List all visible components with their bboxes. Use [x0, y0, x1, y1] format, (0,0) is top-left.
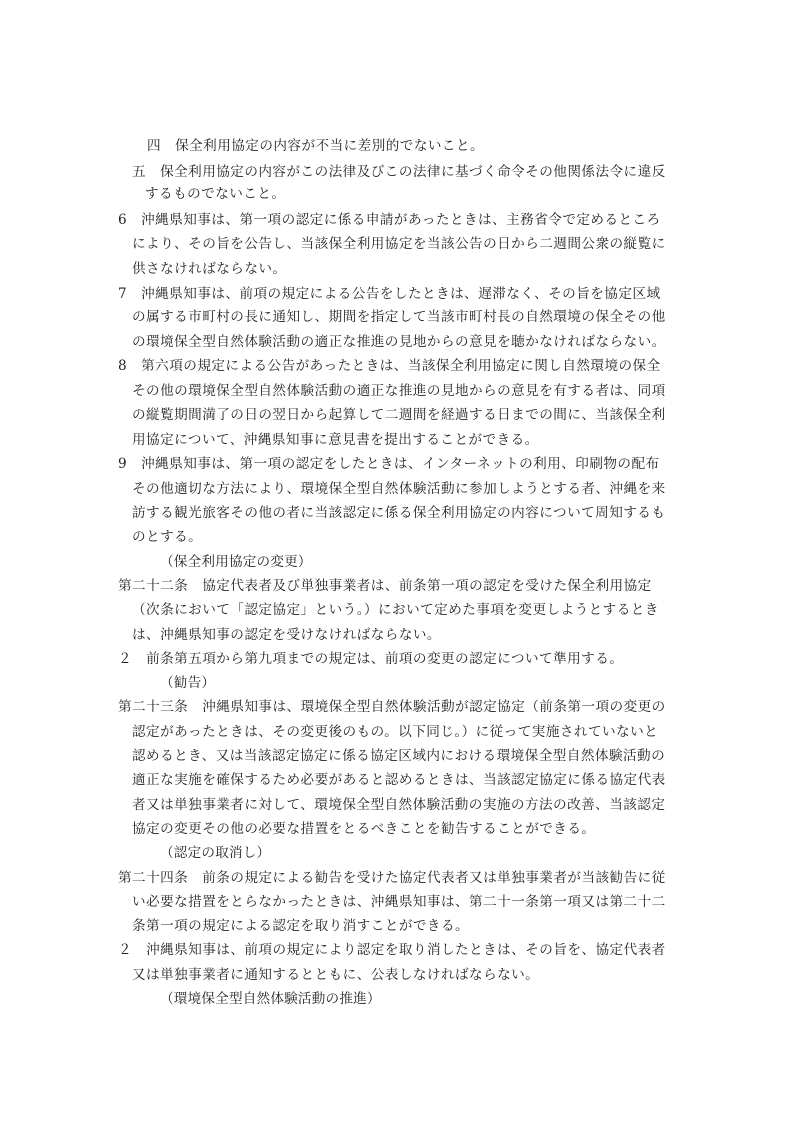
- article-22-line-3: は、沖縄県知事の認定を受けなければならない。: [132, 627, 441, 643]
- section-heading-recommendation: （勧告）: [160, 675, 216, 691]
- article-22-line-1: 第二十二条 協定代表者及び単独事業者は、前条第一項の認定を受けた保全利用協定: [118, 578, 652, 594]
- article-22-para-2: ２ 前条第五項から第九項までの規定は、前項の変更の認定について準用する。: [118, 651, 624, 667]
- para-9-line-3: 訪する観光旅客その他の者に当該認定に係る保全利用協定の内容について周知するも: [132, 505, 666, 521]
- para-9-line-1: 9 沖縄県知事は、第一項の認定をしたときは、インターネットの利用、印刷物の配布: [118, 456, 660, 472]
- para-8-line-3: の縦覧期間満了の日の翌日から起算して二週間を経過する日までの間に、当該保全利: [132, 407, 666, 423]
- para-9-line-2: その他適切な方法により、環境保全型自然体験活動に参加しようとする者、沖縄を来: [132, 481, 666, 497]
- para-6-line-1: 6 沖縄県知事は、第一項の認定に係る申請があったときは、主務省令で定めるところ: [118, 212, 661, 228]
- article-23-line-2: 認定があったときは、その変更後のもの。以下同じ。）に従って実施されていないと: [132, 724, 659, 740]
- para-6-line-3: 供さなければならない。: [132, 261, 287, 277]
- para-7-line-1: 7 沖縄県知事は、前項の規定による公告をしたときは、遅滞なく、その旨を協定区域: [118, 286, 661, 302]
- item-5-line-1: 五 保全利用協定の内容がこの法律及びこの法律に基づく命令その他関係法令に違反: [132, 164, 666, 180]
- section-heading-promotion: （環境保全型自然体験活動の推進）: [160, 991, 381, 1007]
- item-4-line-1: 四 保全利用協定の内容が不当に差別的でないこと。: [147, 138, 485, 154]
- para-7-line-3: の環境保全型自然体験活動の適正な推進の見地からの意見を聴かなければならない。: [132, 334, 666, 350]
- article-24-para-2-line-2: 又は単独事業者に通知するとともに、公表しなければならない。: [132, 967, 540, 983]
- article-22-line-2: （次条において「認定協定」という。）において定めた事項を変更しようとするとき: [132, 602, 659, 618]
- article-23-line-1: 第二十三条 沖縄県知事は、環境保全型自然体験活動が認定協定（前条第一項の変更の: [118, 699, 666, 715]
- section-heading-agreement-change: （保全利用協定の変更）: [160, 554, 312, 570]
- article-23-line-4: 適正な実施を確保するため必要があると認めるときは、当該認定協定に係る協定代表: [132, 772, 666, 788]
- section-heading-revocation: （認定の取消し）: [160, 845, 271, 861]
- para-9-line-4: のとする。: [132, 529, 203, 545]
- article-24-line-1: 第二十四条 前条の規定による勧告を受けた協定代表者又は単独事業者が当該勧告に従: [118, 870, 666, 886]
- para-8-line-4: 用協定について、沖縄県知事に意見書を提出することができる。: [132, 432, 539, 448]
- para-8-line-1: 8 第六項の規定による公告があったときは、当該保全利用協定に関し自然環境の保全: [118, 358, 661, 374]
- para-6-line-2: により、その旨を公告し、当該保全利用協定を当該公告の日から二週間公衆の縦覧に: [132, 236, 666, 252]
- article-24-line-3: 条第一項の規定による認定を取り消すことができる。: [132, 918, 470, 934]
- article-24-line-2: い必要な措置をとらなかったときは、沖縄県知事は、第二十一条第一項又は第二十二: [132, 894, 666, 910]
- para-7-line-2: の属する市町村の長に通知し、期間を指定して当該市町村長の自然環境の保全その他: [132, 309, 666, 325]
- article-23-line-6: 協定の変更その他の必要な措置をとるべきことを勧告することができる。: [132, 821, 596, 837]
- para-8-line-2: その他の環境保全型自然体験活動の適正な推進の見地からの意見を有する者は、同項: [132, 383, 666, 399]
- item-5-line-2: するものでないこと。: [145, 186, 286, 202]
- article-23-line-5: 者又は単独事業者に対して、環境保全型自然体験活動の実施の方法の改善、当該認定: [132, 797, 666, 813]
- article-24-para-2-line-1: ２ 沖縄県知事は、前項の規定により認定を取り消したときは、その旨を、協定代表者: [118, 942, 666, 958]
- article-23-line-3: 認めるとき、又は当該認定協定に係る協定区域内における環境保全型自然体験活動の: [132, 748, 666, 764]
